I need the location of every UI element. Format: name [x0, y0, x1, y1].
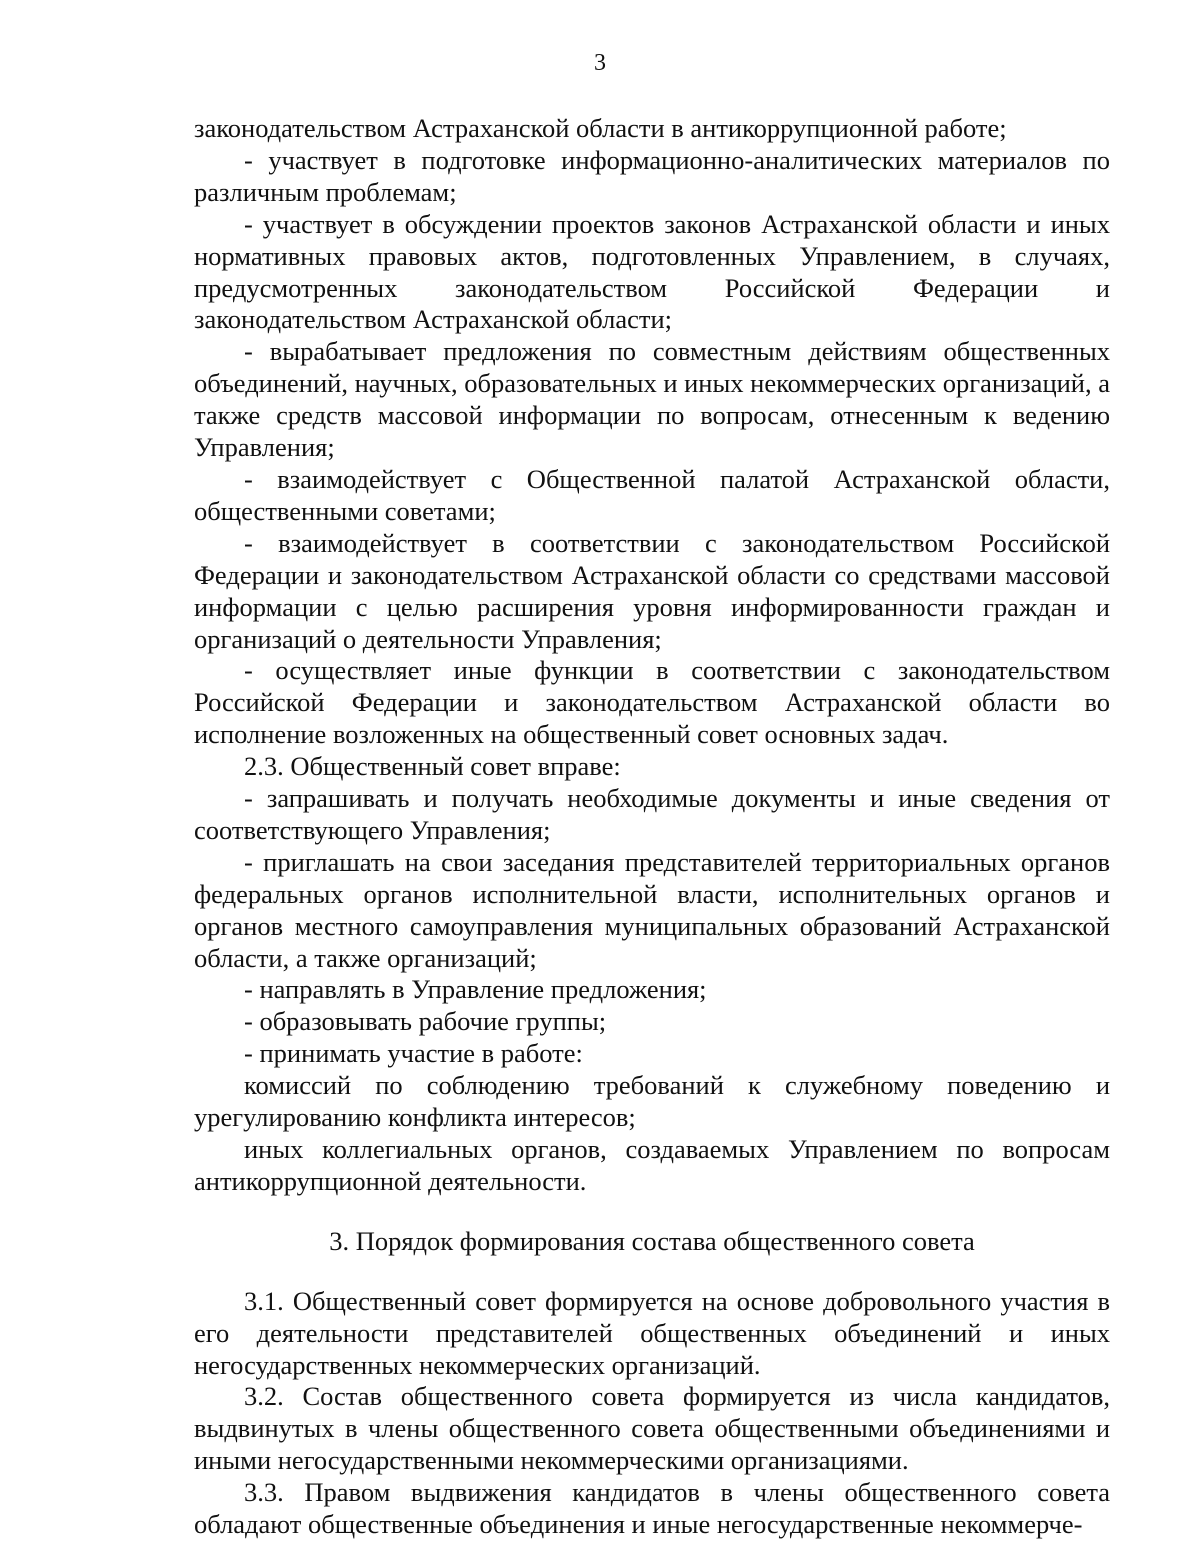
list-item: - осуществляет иные функции в соответствии с законодательством Российской Федерации и законодательством Астраханской области во исполнение возложенных на общественный совет основных задач.: [194, 655, 1110, 750]
list-item: - участвует в подготовке информационно-аналитических материалов по различным проблемам;: [194, 144, 1110, 207]
clause-heading: 2.3. Общественный совет вправе:: [244, 751, 621, 782]
list-item: - взаимодействует в соответствии с законодательством Российской Федерации и законодательством Астраханской области со средствами массовой информации с целью расширения уровня информированности граждан и организаций о деятельности Управления;: [194, 527, 1110, 654]
clause-paragraph: 3.3. Правом выдвижения кандидатов в члены общественного совета обладают общественные объединения и иные негосударственные некоммерче-: [194, 1477, 1110, 1540]
list-item: - образовывать рабочие группы;: [244, 1006, 607, 1037]
list-item: - вырабатывает предложения по совместным действиям общественных объединений, научных, образовательных и иных некоммерческих организаций, а также средств массовой информации по вопросам, отнесенным к ведению Управления;: [194, 336, 1110, 463]
list-item: - участвует в обсуждении проектов законов Астраханской области и иных нормативных правовых актов, подготовленных Управлением, в случаях, предусмотренных законодательством Российской Федерации и законодательством Астраханской области;: [194, 208, 1110, 335]
paragraph-continuation: законодательством Астраханской области в антикоррупционной работе;: [194, 113, 1007, 143]
list-item: - принимать участие в работе:: [244, 1038, 583, 1069]
clause-paragraph: 3.1. Общественный совет формируется на основе добровольного участия в его деятельности представителей общественных объединений и иных негосударственных некоммерческих организаций.: [194, 1285, 1110, 1380]
list-item: - направлять в Управление предложения;: [244, 974, 707, 1005]
sub-list-item: комиссий по соблюдению требований к служебному поведению и урегулированию конфликта интересов;: [194, 1070, 1110, 1133]
document-body: [194, 113, 1110, 1541]
list-item: - запрашивать и получать необходимые документы и иные сведения от соответствующего Управления;: [194, 783, 1110, 845]
clause-paragraph: 3.2. Состав общественного совета формируется из числа кандидатов, выдвинутых в члены общественного совета общественными объединениями и иными негосударственными некоммерческими организациями.: [194, 1381, 1110, 1476]
page-number: 3: [594, 50, 606, 76]
section-heading: 3. Порядок формирования состава общественного совета: [329, 1225, 975, 1256]
list-item: - приглашать на свои заседания представителей территориальных органов федеральных органов исполнительной власти, исполнительных органов и органов местного самоуправления муниципальных образований Астраханской области, а также организаций;: [194, 846, 1110, 973]
sub-list-item: иных коллегиальных органов, создаваемых Управлением по вопросам антикоррупционной деятельности.: [194, 1134, 1110, 1196]
list-item: - взаимодействует с Общественной палатой Астраханской области, общественными советами;: [194, 463, 1110, 526]
